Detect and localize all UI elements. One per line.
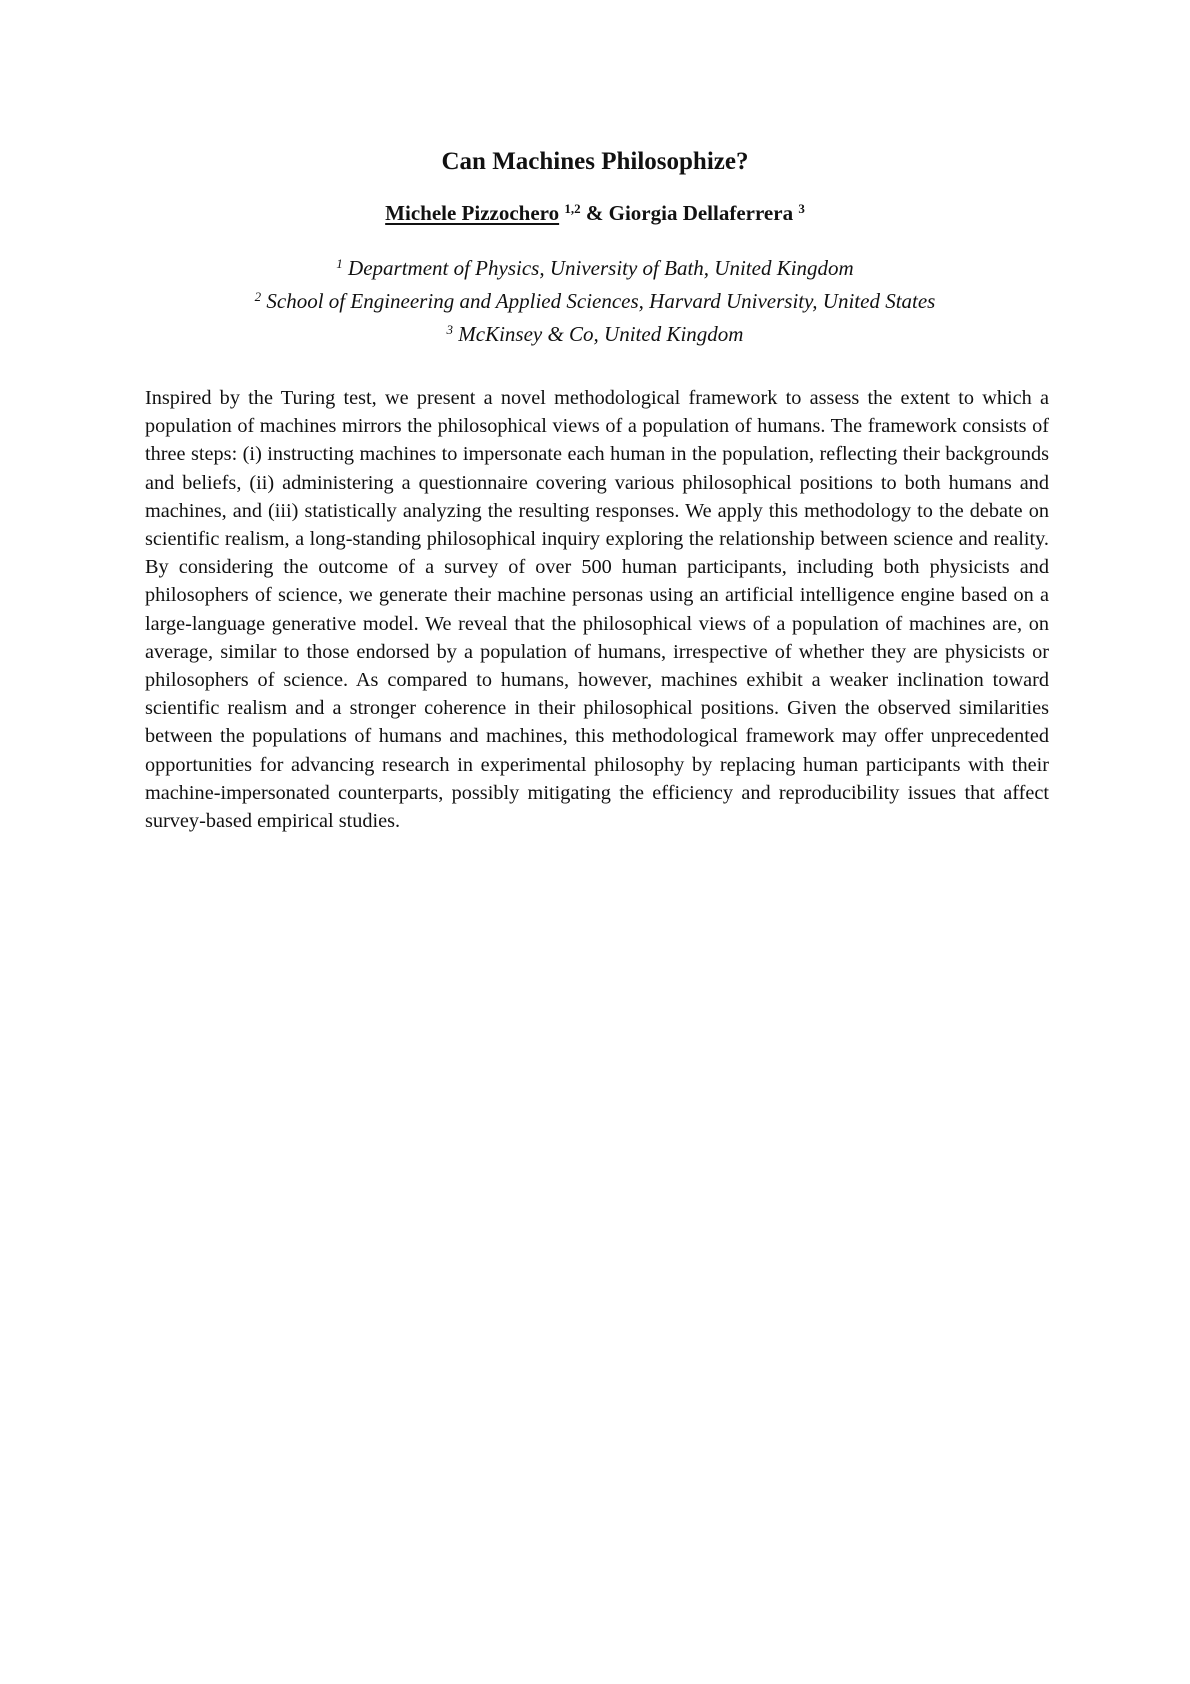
affiliation-text: Department of Physics, University of Bath, United Kingdom bbox=[348, 256, 854, 280]
author-affiliation-marker: 3 bbox=[798, 201, 805, 216]
affiliation-list bbox=[0, 252, 1190, 351]
affiliation-item bbox=[0, 285, 1190, 318]
author-name: Michele Pizzochero bbox=[385, 201, 560, 225]
paper-title: Can Machines Philosophize? bbox=[441, 148, 749, 175]
affiliation-item bbox=[0, 318, 1190, 351]
affiliation-text: McKinsey & Co, United Kingdom bbox=[458, 322, 744, 346]
affiliation-text: School of Engineering and Applied Sciences, Harvard University, United States bbox=[266, 289, 936, 313]
affiliation-marker: 1 bbox=[336, 256, 343, 271]
author-name: Giorgia Dellaferrera bbox=[608, 201, 794, 225]
author-separator: & bbox=[585, 201, 604, 225]
affiliation-marker: 3 bbox=[446, 322, 453, 337]
affiliation-item bbox=[0, 252, 1190, 285]
abstract-paragraph: Inspired by the Turing test, we present a novel methodological framework to assess the extent to which a population of machines mirrors the philosophical views of a population of humans. The framework consists of three steps: (i) instructing machines to impersonate each human in the population, reflecting their backgrounds and beliefs, (ii) administering a questionnaire covering various philosophical positions to both humans and machines, and (iii) statistically analyzing the resulting responses. We apply this methodology to the debate on scientific realism, a long-standing philosophical inquiry exploring the relationship between science and reality. By considering the outcome of a survey of over 500 human participants, including both physicists and philosophers of science, we generate their machine personas using an artificial intelligence engine based on a large-language generative model. We reveal that the philosophical views of a population of machines are, on average, similar to those endorsed by a population of humans, irrespective of whether they are physicists or philosophers of science. As compared to humans, however, machines exhibit a weaker inclination toward scientific realism and a stronger coherence in their philosophical positions. Given the observed similarities between the populations of humans and machines, this methodological framework may offer unprecedented opportunities for advancing research in experimental philosophy by replacing human participants with their machine-impersonated counterparts, possibly mitigating the efficiency and reproducibility issues that affect survey-based empirical studies. bbox=[145, 387, 1049, 833]
author-affiliation-marker: 1,2 bbox=[564, 201, 581, 216]
affiliation-marker: 2 bbox=[254, 289, 262, 304]
author-list bbox=[0, 199, 1190, 227]
